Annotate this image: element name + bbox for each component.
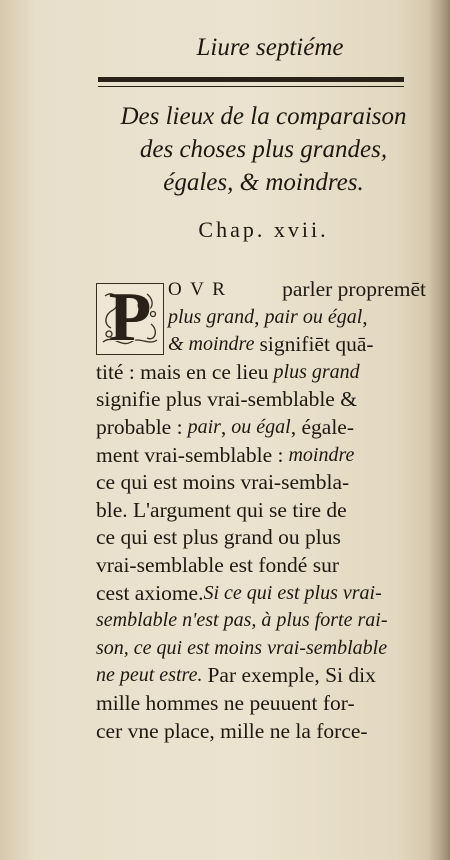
italic-run: pair — [264, 305, 298, 328]
chapter-label: Chap. xvii. — [198, 217, 329, 242]
text-line — [96, 635, 426, 663]
section-heading — [96, 100, 431, 199]
page-edge-shadow — [428, 0, 450, 860]
italic-run: semblable n'est pas, à plus forte rai- — [96, 609, 388, 632]
heading-line: égales, & moindres. — [163, 169, 364, 196]
italic-run: moindre — [288, 443, 355, 466]
text-run: , — [362, 304, 368, 329]
italic-run: ou égal — [231, 415, 291, 438]
text-line — [96, 359, 426, 387]
header-rule-thick — [98, 77, 404, 82]
italic-run: Si ce qui est plus vrai- — [203, 581, 382, 604]
initial-letter: P — [108, 279, 152, 356]
body-text — [96, 276, 426, 745]
text-line: ble. L'argument qui se tire de — [96, 497, 347, 522]
text-run: , — [220, 414, 227, 439]
text-line — [96, 414, 426, 442]
text-line: ce qui est plus grand ou plus — [96, 525, 341, 550]
heading-line: Des lieux de la comparaison — [120, 103, 407, 130]
text-run: , égale- — [290, 414, 354, 439]
text-line — [96, 580, 426, 608]
text-run: tité : mais en ce lieu — [96, 359, 269, 384]
text-line — [96, 304, 426, 332]
text-line — [96, 442, 426, 470]
text-line — [96, 607, 426, 635]
text-line: signifie plus vrai-semblable & — [96, 387, 357, 412]
heading-line: des choses plus grandes, — [139, 136, 388, 163]
italic-run: & moindre — [168, 333, 255, 356]
text-run: probable : — [96, 414, 183, 439]
small-caps: O V R — [168, 279, 227, 300]
italic-run: plus grand — [273, 360, 360, 383]
text-run: Par exemple, Si dix — [207, 663, 376, 688]
italic-run: ne peut estre. — [96, 664, 203, 687]
text-run: , — [254, 304, 260, 329]
text-run: parler propremēt — [282, 277, 426, 301]
text-run: signifiēt quā- — [259, 332, 374, 357]
italic-run: plus grand — [168, 305, 255, 328]
italic-run: pair — [187, 415, 221, 438]
text-line: vrai-semblable est fondé sur — [96, 552, 339, 577]
text-line: cer vne place, mille ne la force- — [96, 718, 368, 743]
text-line: mille hommes ne peuuent for- — [96, 690, 355, 715]
text-line: ce qui est moins vrai-sembla- — [96, 470, 350, 495]
text-line — [96, 331, 426, 359]
italic-run: ou égal — [302, 305, 363, 328]
text-line — [96, 662, 426, 690]
header-rule-thin — [98, 86, 404, 87]
running-head: Liure septiéme — [196, 34, 344, 61]
text-line — [96, 276, 426, 304]
text-run: cest axiome. — [96, 580, 204, 605]
italic-run: son, ce qui est moins vrai-semblable — [96, 636, 388, 659]
text-run: ment vrai-semblable : — [96, 442, 284, 467]
